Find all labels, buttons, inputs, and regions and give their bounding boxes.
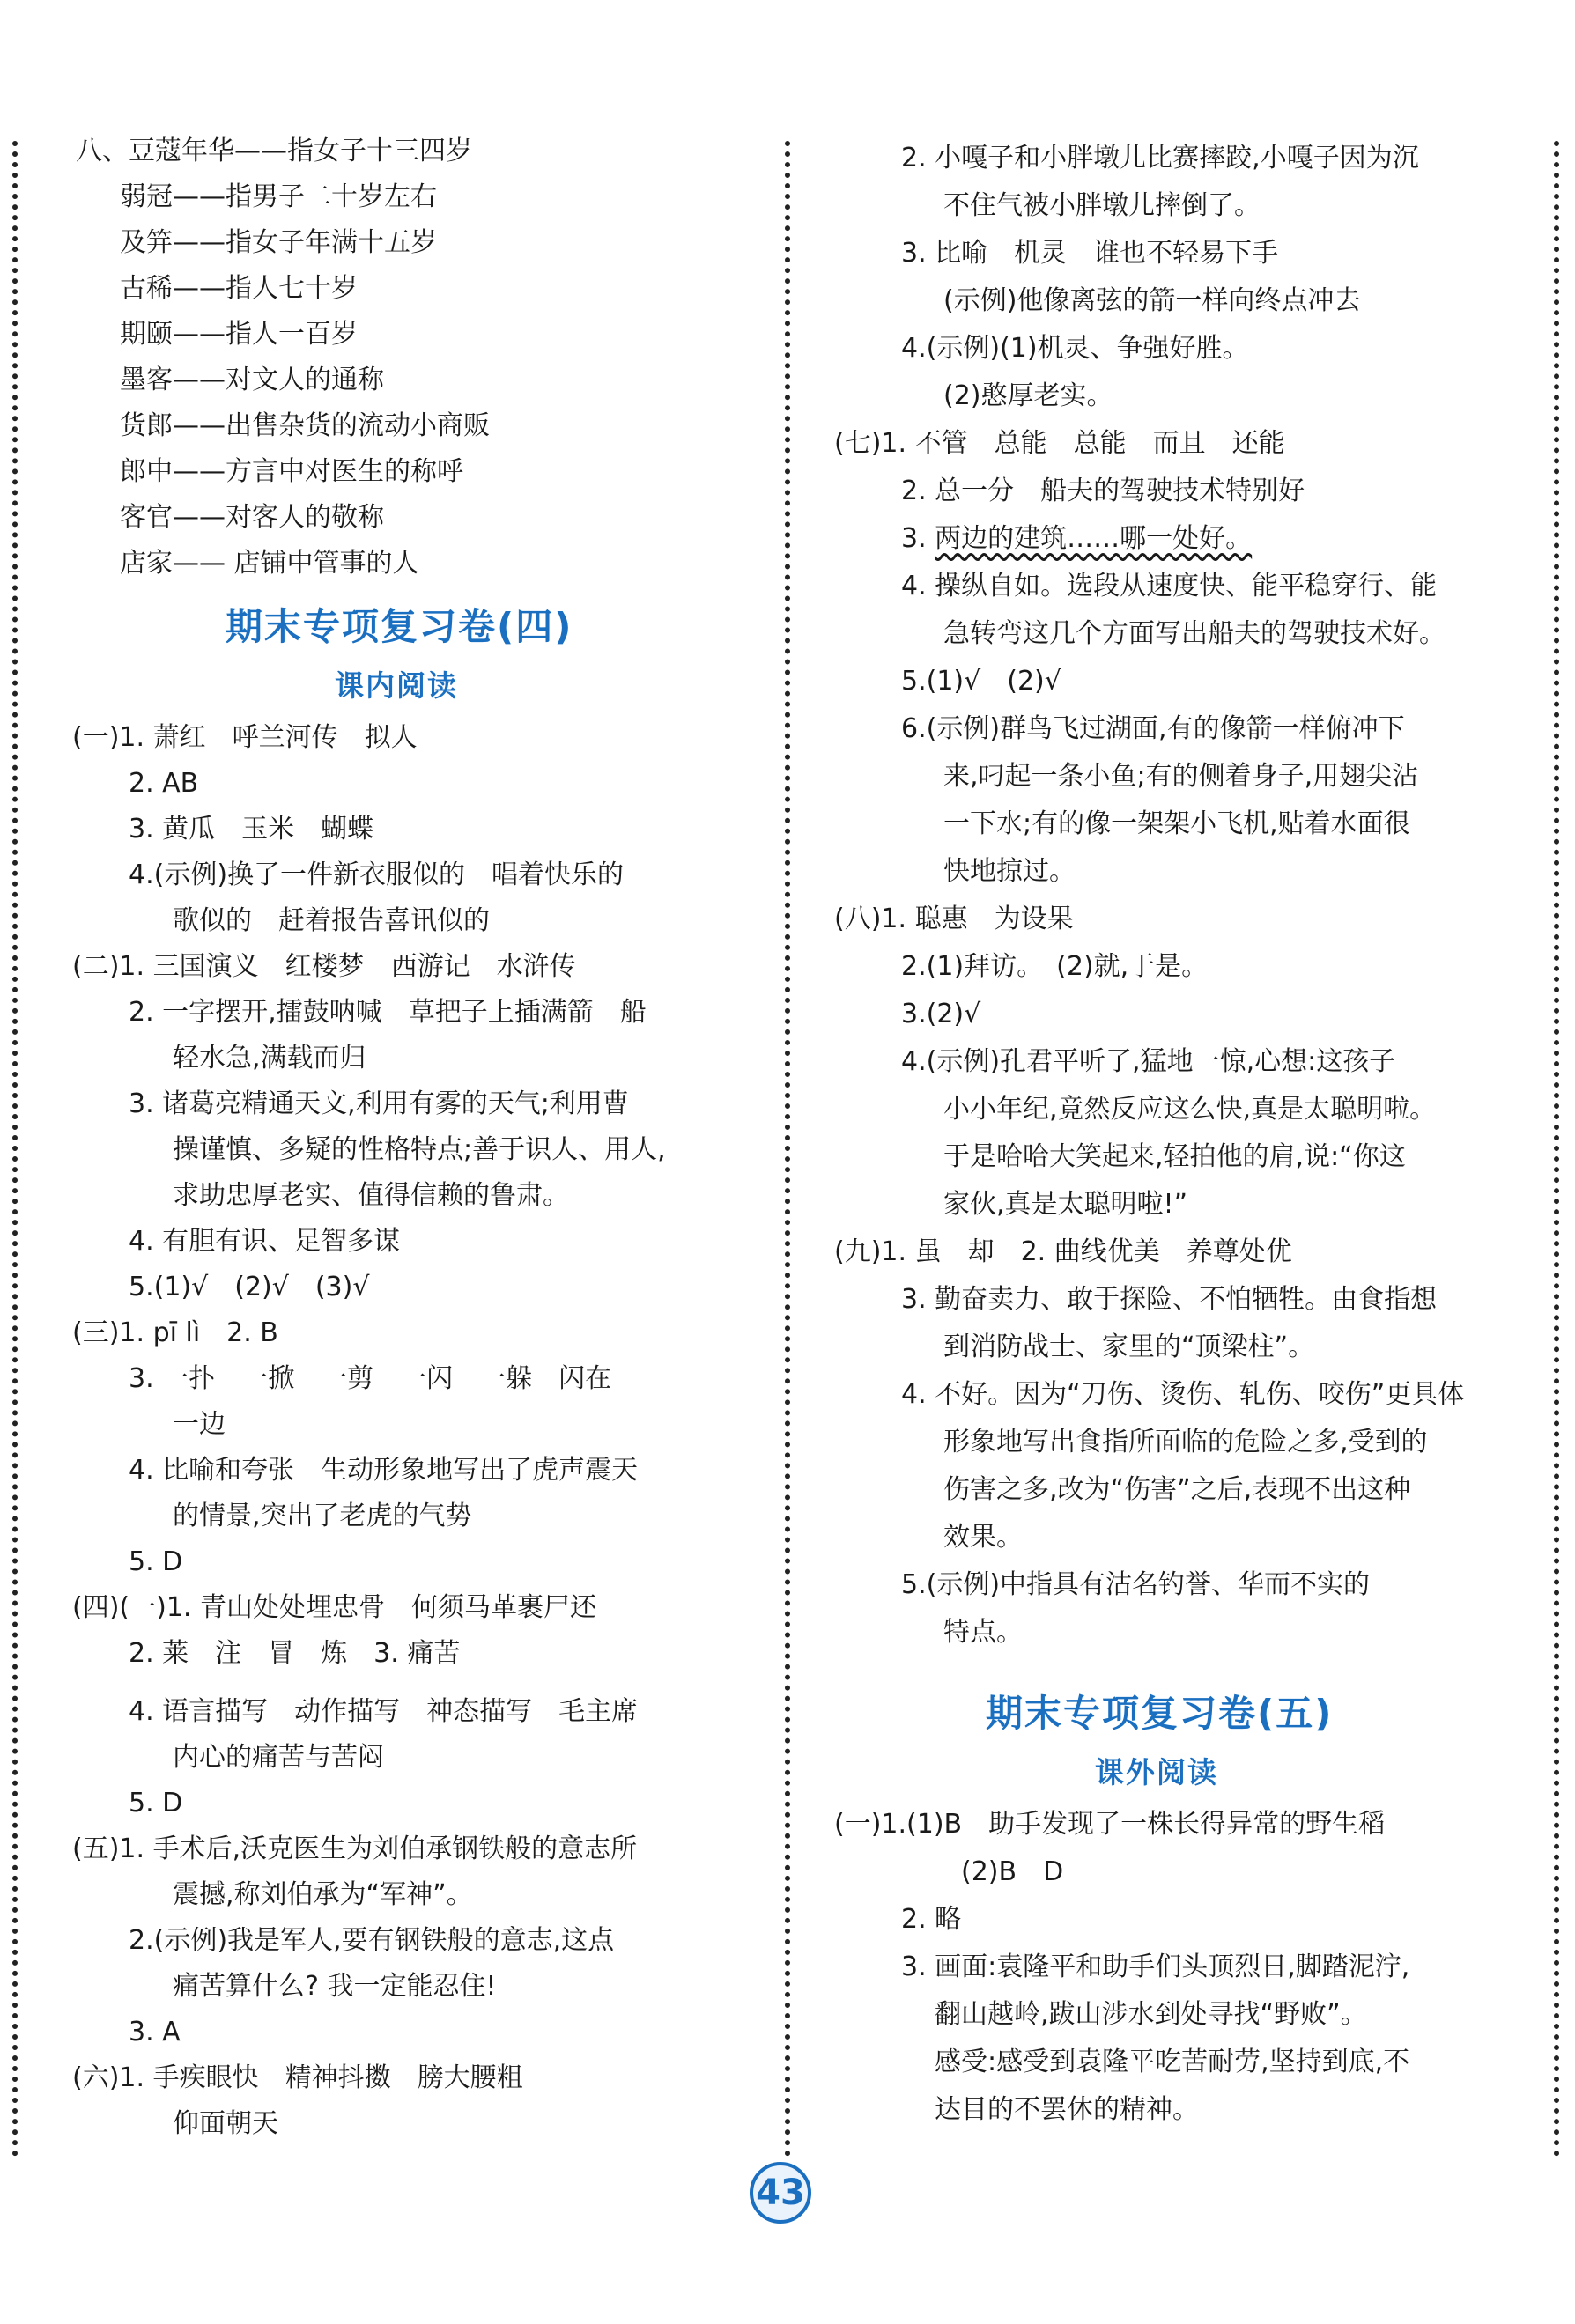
text-line: (九)1. 虽 却 2. 曲线优美 养尊处优 — [834, 1236, 1292, 1267]
text-line: 轻水急,满载而归 — [173, 1043, 366, 1073]
text-line: 5.(示例)中指具有沽名钓誉、华而不实的 — [901, 1569, 1371, 1600]
text-line: 墨客——对文人的通称 — [120, 365, 384, 395]
text-line: 4.(示例)(1)机灵、争强好胜。 — [901, 333, 1249, 364]
text-line: 一边 — [173, 1409, 226, 1440]
text-line: (二)1. 三国演义 红楼梦 西游记 水浒传 — [72, 951, 576, 982]
text-line: 2. 莱 注 冒 炼 3. 痛苦 — [129, 1638, 461, 1669]
text-line: 2. 小嘎子和小胖墩儿比赛摔跤,小嘎子因为沉 — [901, 143, 1419, 173]
text-line: 5.(1)√ (2)√ — [901, 666, 1061, 697]
text-line: 3. 比喻 机灵 谁也不轻易下手 — [901, 238, 1279, 269]
text-line: 2. 一字摆开,擂鼓呐喊 草把子上插满箭 船 — [129, 997, 647, 1028]
text-line: 4. 不好。因为“刀伤、烫伤、轧伤、咬伤”更具体 — [901, 1379, 1465, 1410]
text-line: 古稀——指人七十岁 — [120, 273, 358, 304]
text-line: 小小年纪,竟然反应这么快,真是太聪明啦。 — [943, 1094, 1437, 1125]
text-line: 4. 语言描写 动作描写 神态描写 毛主席 — [129, 1696, 639, 1727]
text-line: 的情景,突出了老虎的气势 — [173, 1501, 472, 1531]
text-line: 2. 总一分 船夫的驾驶技术特别好 — [901, 476, 1305, 506]
text-line: 形象地写出食指所面临的危险之多,受到的 — [943, 1427, 1428, 1457]
text-line: 仰面朝天 — [173, 2108, 278, 2139]
text-line: 2.(1)拜访。 (2)就,于是。 — [901, 951, 1209, 982]
text-line: (2)憨厚老实。 — [943, 380, 1113, 411]
right-binding-dots — [1554, 141, 1559, 2158]
text-line: 6.(示例)群鸟飞过湖面,有的像箭一样俯冲下 — [901, 713, 1405, 744]
section-subtitle: 课内阅读 — [335, 668, 458, 703]
text-line: 求助忠厚老实、值得信赖的鲁肃。 — [173, 1180, 569, 1211]
page-number: 43 — [750, 2162, 811, 2224]
section-title: 期末专项复习卷(四) — [226, 605, 573, 648]
text-line: (四)(一)1. 青山处处埋忠骨 何须马革裹尸还 — [72, 1592, 596, 1623]
text-line: 3. 画面:袁隆平和助手们头顶烈日,脚踏泥泞, — [901, 1951, 1410, 1982]
text-line — [901, 521, 1252, 557]
text-line: 一下水;有的像一架架小飞机,贴着水面很 — [943, 808, 1410, 839]
text-line: 5. D — [129, 1546, 183, 1577]
text-line: 3. A — [129, 2017, 181, 2047]
text-line: 客官——对客人的敬称 — [120, 502, 384, 533]
text-line: 感受:感受到袁隆平吃苦耐劳,坚持到底,不 — [935, 2047, 1410, 2077]
text-line: 5. D — [129, 1788, 183, 1819]
text-line: 快地掠过。 — [943, 856, 1076, 887]
text-line: 3. 诸葛亮精通天文,利用有雾的天气;利用曹 — [129, 1088, 629, 1119]
text-line: 急转弯这几个方面写出船夫的驾驶技术好。 — [943, 618, 1446, 649]
text-line: 5.(1)√ (2)√ (3)√ — [129, 1272, 370, 1302]
text-line: 期颐——指人一百岁 — [120, 319, 358, 350]
text-line: 3. 一扑 一掀 一剪 一闪 一躲 闪在 — [129, 1363, 612, 1394]
text-line: (六)1. 手疾眼快 精神抖擞 膀大腰粗 — [72, 2062, 523, 2093]
text-line: 来,叼起一条小鱼;有的侧着身子,用翅尖沾 — [943, 761, 1419, 792]
text-line: (2)B D — [961, 1856, 1064, 1887]
text-line: 3. 勤奋卖力、敢于探险、不怕牺牲。由食指想 — [901, 1284, 1438, 1315]
text-line: 到消防战士、家里的“顶梁柱”。 — [943, 1332, 1315, 1362]
text-line: 特点。 — [943, 1617, 1023, 1648]
text-line: 效果。 — [943, 1522, 1023, 1553]
text-line: (三)1. pī lì 2. B — [72, 1317, 278, 1348]
text-line: (一)1. 萧红 呼兰河传 拟人 — [72, 722, 418, 753]
center-divider-dots — [785, 141, 790, 2158]
text-line: 歌似的 赶着报告喜讯似的 — [173, 905, 490, 936]
text-line: 翻山越岭,跋山涉水到处寻找“野败”。 — [935, 1999, 1367, 2030]
text-line: 及笄——指女子年满十五岁 — [120, 227, 437, 258]
question-number: 3. — [901, 523, 927, 554]
text-line: 4.(示例)孔君平听了,猛地一惊,心想:这孩子 — [901, 1046, 1396, 1077]
text-line: 郎中——方言中对医生的称呼 — [120, 456, 463, 487]
text-line: (七)1. 不管 总能 总能 而且 还能 — [834, 428, 1285, 459]
text-line: 4.(示例)换了一件新衣服似的 唱着快乐的 — [129, 860, 625, 890]
text-line: 2. AB — [129, 768, 199, 799]
text-line: 八、豆蔻年华——指女子十三四岁 — [76, 136, 472, 166]
text-line: 店家—— 店铺中管事的人 — [120, 548, 419, 579]
text-line: (一)1.(1)B 助手发现了一株长得异常的野生稻 — [834, 1809, 1386, 1840]
text-line: 震撼,称刘伯承为“军神”。 — [173, 1879, 473, 1910]
text-line: (示例)他像离弦的箭一样向终点冲去 — [943, 285, 1361, 316]
text-line: 3.(2)√ — [901, 999, 981, 1029]
text-line: 弱冠——指男子二十岁左右 — [120, 181, 437, 212]
text-line: 4. 操纵自如。选段从速度快、能平稳穿行、能 — [901, 571, 1438, 601]
text-line: 于是哈哈大笑起来,轻拍他的肩,说:“你这 — [943, 1141, 1406, 1172]
left-binding-dots — [12, 141, 18, 2158]
wavy-underlined-answer: 两边的建筑……哪一处好。 — [935, 523, 1253, 554]
section-title: 期末专项复习卷(五) — [986, 1692, 1334, 1735]
text-line: 达目的不罢休的精神。 — [935, 2094, 1199, 2125]
text-line: (五)1. 手术后,沃克医生为刘伯承钢铁般的意志所 — [72, 1833, 638, 1864]
text-line: 4. 有胆有识、足智多谋 — [129, 1226, 401, 1257]
text-line: 2.(示例)我是军人,要有钢铁般的意志,这点 — [129, 1925, 615, 1956]
text-line: 4. 比喻和夸张 生动形象地写出了虎声震天 — [129, 1455, 639, 1486]
text-line: 2. 略 — [901, 1904, 962, 1935]
section-subtitle: 课外阅读 — [1095, 1755, 1218, 1789]
text-line: 伤害之多,改为“伤害”之后,表现不出这种 — [943, 1474, 1411, 1505]
text-line: 家伙,真是太聪明啦!” — [943, 1189, 1188, 1220]
text-line: 内心的痛苦与苦闷 — [173, 1742, 384, 1773]
text-line: 操谨慎、多疑的性格特点;善于识人、用人, — [173, 1134, 666, 1165]
text-line: 3. 黄瓜 玉米 蝴蝶 — [129, 814, 374, 845]
text-line: 货郎——出售杂货的流动小商贩 — [120, 410, 490, 441]
text-line: 痛苦算什么? 我一定能忍住! — [173, 1971, 497, 2002]
text-line: (八)1. 聪惠 为设果 — [834, 904, 1074, 934]
text-line: 不住气被小胖墩儿摔倒了。 — [943, 190, 1261, 221]
